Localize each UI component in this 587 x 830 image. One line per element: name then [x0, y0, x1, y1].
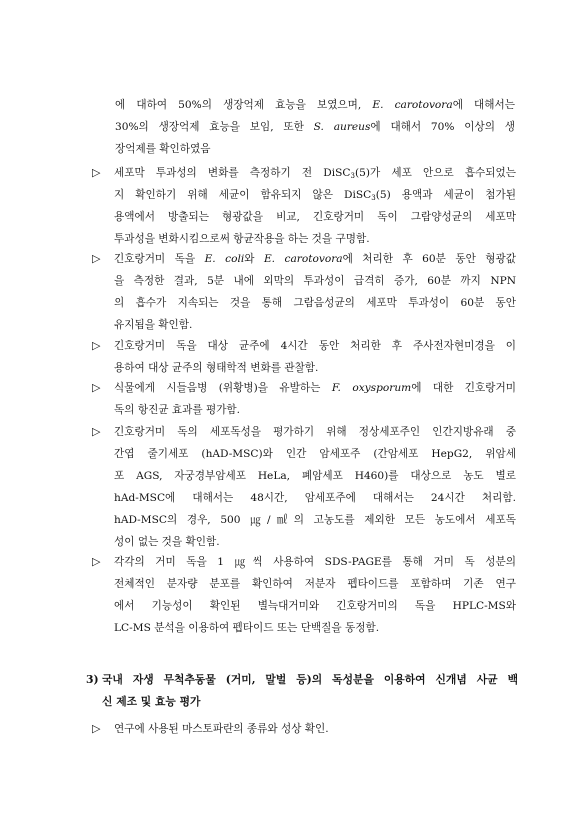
text: 에 처리한 후 60분 동안 형광값 [342, 253, 516, 265]
bullet-6-line-4: LC-MS 분석을 이용하여 펩타이드 또는 단백질을 동정함. [114, 622, 380, 634]
intro-line-2 [115, 116, 515, 138]
subscript: 3 [371, 194, 376, 202]
bullet-4-line-1 [114, 377, 516, 399]
triangle-bullet-icon: ▷ [92, 339, 101, 352]
text: 긴호랑거미 독을 [114, 253, 205, 265]
text: (5)가 세포 안으로 흡수되었는 [354, 167, 516, 179]
bullet-5-line-1: 긴호랑거미 독의 세포독성을 평가하기 위해 정상세포주인 인간지방유래 중 [114, 426, 516, 438]
bullet-6-line-3: 에서 기능성이 확인된 별늑대거미와 긴호랑거미의 독을 HPLC-MS와 [114, 600, 516, 612]
bullet-5-line-4: hAd-MSC에 대해서는 48시간, 암세포주에 대해서는 24시간 처리함. [114, 492, 516, 504]
triangle-bullet-icon: ▷ [92, 722, 101, 735]
bullet-1-line-1 [114, 162, 516, 184]
bullet-2-line-2: 을 측정한 결과, 5분 내에 외막의 투과성이 급격히 증가, 60분 까지 NPN [114, 275, 516, 287]
species-name: S. aureus [313, 121, 371, 133]
bullet-5-line-2: 간엽 줄기세포 (hAD-MSC)와 인간 암세포주 (간암세포 HepG2, 위암세 [114, 448, 516, 460]
intro-line-3: 장억제를 확인하였음 [115, 143, 211, 155]
bullet-2-line-1 [114, 248, 516, 270]
bullet-1-line-4: 투과성을 변화시킴으로써 항균작용을 하는 것을 구명함. [114, 233, 370, 245]
text: 세포막 투과성의 변화를 측정하기 전 DiSC [114, 167, 351, 179]
bullet-6-line-1: 각각의 거미 독을 1 ㎍씩 사용하여 SDS-PAGE를 통해 거미 독 성분의 [114, 556, 516, 568]
intro-paragraph [115, 94, 515, 160]
bullet-6-line-2: 전체적인 분자량 분포를 확인하여 저분자 펩타이드를 포함하며 기존 연구 [114, 578, 516, 590]
bullet-3-line-2: 용하여 대상 균주의 형태학적 변화를 관찰함. [114, 362, 319, 374]
bullet-5-line-6: 성이 없는 것을 확인함. [114, 536, 220, 548]
triangle-bullet-icon: ▷ [92, 381, 101, 394]
triangle-bullet-icon: ▷ [92, 252, 101, 265]
species-name: F. oxysporum [331, 382, 412, 394]
bullet-7-line-1: 연구에 사용된 마스토파란의 종류와 성상 확인. [114, 723, 329, 735]
bullet-2-line-3: 의 흡수가 지속되는 것을 통해 그람음성균의 세포막 투과성이 60분 동안 [114, 297, 516, 309]
text: 지 확인하기 위해 세균이 함유되지 않은 DiSC [114, 189, 372, 201]
bullet-5-line-5: hAD-MSC의 경우, 500 ㎍/㎖의 고농도를 제외한 모든 농도에서 세포독 [114, 514, 516, 526]
text: 에 대해서 70% 이상의 생 [370, 121, 515, 133]
bullet-5-line-3: 포 AGS, 자궁경부암세포 HeLa, 폐암세포 H460)를 대상으로 농도 별로 [114, 470, 516, 482]
bullet-4-line-2: 독의 항진균 효과를 평가함. [114, 404, 241, 416]
text: (5) 용액과 세균이 첨가된 [375, 189, 517, 201]
triangle-bullet-icon: ▷ [92, 425, 101, 438]
text: 에 대하여 50%의 생장억제 효능을 보였으며, [115, 99, 373, 111]
triangle-bullet-icon: ▷ [92, 555, 101, 568]
section-heading-line-1: 국내 자생 무척추동물 (거미, 말벌 등)의 독성분을 이용하여 신개념 사균 백 [102, 673, 518, 686]
bullet-1-line-2 [114, 184, 516, 206]
text: 30%의 생장억제 효능을 보임, 또한 [115, 121, 314, 133]
species-name: E. carotovora [372, 99, 453, 111]
text: 에 대해서는 [452, 99, 515, 111]
bullet-2-line-4: 유지됨을 확인함. [114, 319, 193, 331]
text: 에 대한 긴호랑거미 [411, 382, 516, 394]
text: 식물에게 시들음병 (위황병)을 유발하는 [114, 382, 332, 394]
subscript: 3 [350, 172, 355, 180]
section-number: 3) [86, 673, 99, 686]
section-heading-line-2: 신 제조 및 효능 평가 [102, 695, 201, 708]
species-name: E. coli [204, 253, 245, 265]
text: 와 [244, 253, 264, 265]
bullet-3-line-1: 긴호랑거미 독을 대상 균주에 4시간 동안 처리한 후 주사전자현미경을 이 [114, 340, 516, 352]
bullet-1-line-3: 용액에서 방출되는 형광값을 비교, 긴호랑거미 독이 그람양성균의 세포막 [114, 211, 516, 223]
species-name: E. carotovora [263, 253, 343, 265]
triangle-bullet-icon: ▷ [92, 166, 101, 179]
intro-line-1 [115, 94, 515, 116]
